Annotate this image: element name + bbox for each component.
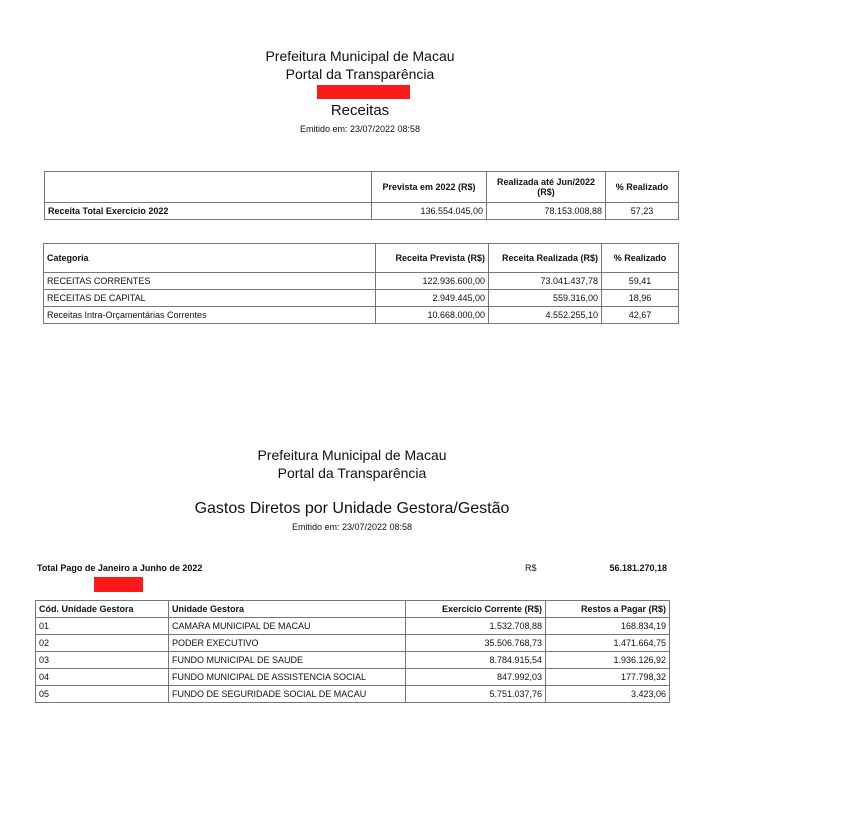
- table-cell: 04: [36, 669, 169, 686]
- table-cell: 35.506.768,73: [406, 635, 546, 652]
- table-header: % Realizado: [602, 244, 679, 273]
- table-cell: 168.834,19: [546, 618, 670, 635]
- currency-label: R$: [525, 563, 537, 573]
- table-cell: 136.554.045,00: [372, 203, 487, 220]
- redaction-mark: [317, 85, 410, 99]
- table-header: Categoria: [44, 244, 376, 273]
- table-cell: FUNDO MUNICIPAL DE ASSISTENCIA SOCIAL: [169, 669, 406, 686]
- table-cell: RECEITAS DE CAPITAL: [44, 290, 376, 307]
- total-paid-label: Total Pago de Janeiro a Junho de 2022: [37, 563, 203, 573]
- table-row: [44, 307, 679, 324]
- table-header: Unidade Gestora: [169, 601, 406, 618]
- report2-header: [202, 446, 502, 482]
- report1-header: [210, 47, 510, 83]
- table-cell: Receita Total Exercício 2022: [45, 203, 372, 220]
- table-row: [36, 635, 670, 652]
- table-cell: 847.992,03: [406, 669, 546, 686]
- table-cell: CAMARA MUNICIPAL DE MACAU: [169, 618, 406, 635]
- table-cell: 2.949.445,00: [376, 290, 489, 307]
- report-title: Receitas: [330, 102, 390, 119]
- table-cell: 42,67: [602, 307, 679, 324]
- table-cell: 3.423,06: [546, 686, 670, 703]
- management-units-table: [35, 600, 670, 703]
- table-cell: PODER EXECUTIVO: [169, 635, 406, 652]
- portal-name: Portal da Transparência: [277, 465, 427, 481]
- table-cell: 177.798,32: [546, 669, 670, 686]
- table-row: [44, 290, 679, 307]
- table-cell: 57,23: [606, 203, 679, 220]
- table-header: Realizada até Jun/2022 (R$): [487, 172, 606, 203]
- report-title: Gastos Diretos por Unidade Gestora/Gestão: [194, 500, 510, 517]
- table-row: [44, 273, 679, 290]
- table-cell: 4.552.255,10: [489, 307, 602, 324]
- table-row: [36, 669, 670, 686]
- table-cell: RECEITAS CORRENTES: [44, 273, 376, 290]
- table-header: Prevista em 2022 (R$): [372, 172, 487, 203]
- redaction-mark: [94, 577, 143, 592]
- table-header: Receita Realizada (R$): [489, 244, 602, 273]
- table-cell: 18,96: [602, 290, 679, 307]
- table-cell: 73.041.437,78: [489, 273, 602, 290]
- table-cell: 122.936.600,00: [376, 273, 489, 290]
- table-cell: 78.153.008,88: [487, 203, 606, 220]
- table-header-row: [36, 601, 670, 618]
- table-cell: 10.668.000,00: [376, 307, 489, 324]
- table-cell: 1.936.126,92: [546, 652, 670, 669]
- table-cell: 1.532.708,88: [406, 618, 546, 635]
- table-cell: 1.471.664,75: [546, 635, 670, 652]
- table-row: [45, 203, 679, 220]
- total-paid-value: 56.181.270,18: [609, 563, 667, 573]
- table-row: [36, 686, 670, 703]
- table-cell: Receitas Intra-Orçamentárias Correntes: [44, 307, 376, 324]
- table-cell: FUNDO MUNICIPAL DE SAUDE: [169, 652, 406, 669]
- table-cell: 8.784.915,54: [406, 652, 546, 669]
- table-cell: 01: [36, 618, 169, 635]
- table-cell: 03: [36, 652, 169, 669]
- table-header: [45, 172, 372, 203]
- portal-name: Portal da Transparência: [285, 66, 435, 82]
- table-row: [36, 618, 670, 635]
- table-cell: 59,41: [602, 273, 679, 290]
- org-name: Prefeitura Municipal de Macau: [257, 447, 447, 463]
- issued-date: Emitido em: 23/07/2022 08:58: [291, 522, 413, 532]
- table-header: Cód. Unidade Gestora: [36, 601, 169, 618]
- table-cell: 559.316,00: [489, 290, 602, 307]
- revenue-summary-table: [44, 171, 679, 220]
- org-name: Prefeitura Municipal de Macau: [265, 48, 455, 64]
- table-row: [36, 652, 670, 669]
- table-cell: 5.751.037,76: [406, 686, 546, 703]
- table-header: Restos a Pagar (R$): [546, 601, 670, 618]
- revenue-category-table: [43, 243, 679, 324]
- table-header-row: [44, 244, 679, 273]
- table-header: Exercício Corrente (R$): [406, 601, 546, 618]
- table-header: % Realizado: [606, 172, 679, 203]
- table-header-row: [45, 172, 679, 203]
- table-cell: 02: [36, 635, 169, 652]
- issued-date: Emitido em: 23/07/2022 08:58: [299, 124, 421, 134]
- table-cell: 05: [36, 686, 169, 703]
- table-header: Receita Prevista (R$): [376, 244, 489, 273]
- table-cell: FUNDO DE SEGURIDADE SOCIAL DE MACAU: [169, 686, 406, 703]
